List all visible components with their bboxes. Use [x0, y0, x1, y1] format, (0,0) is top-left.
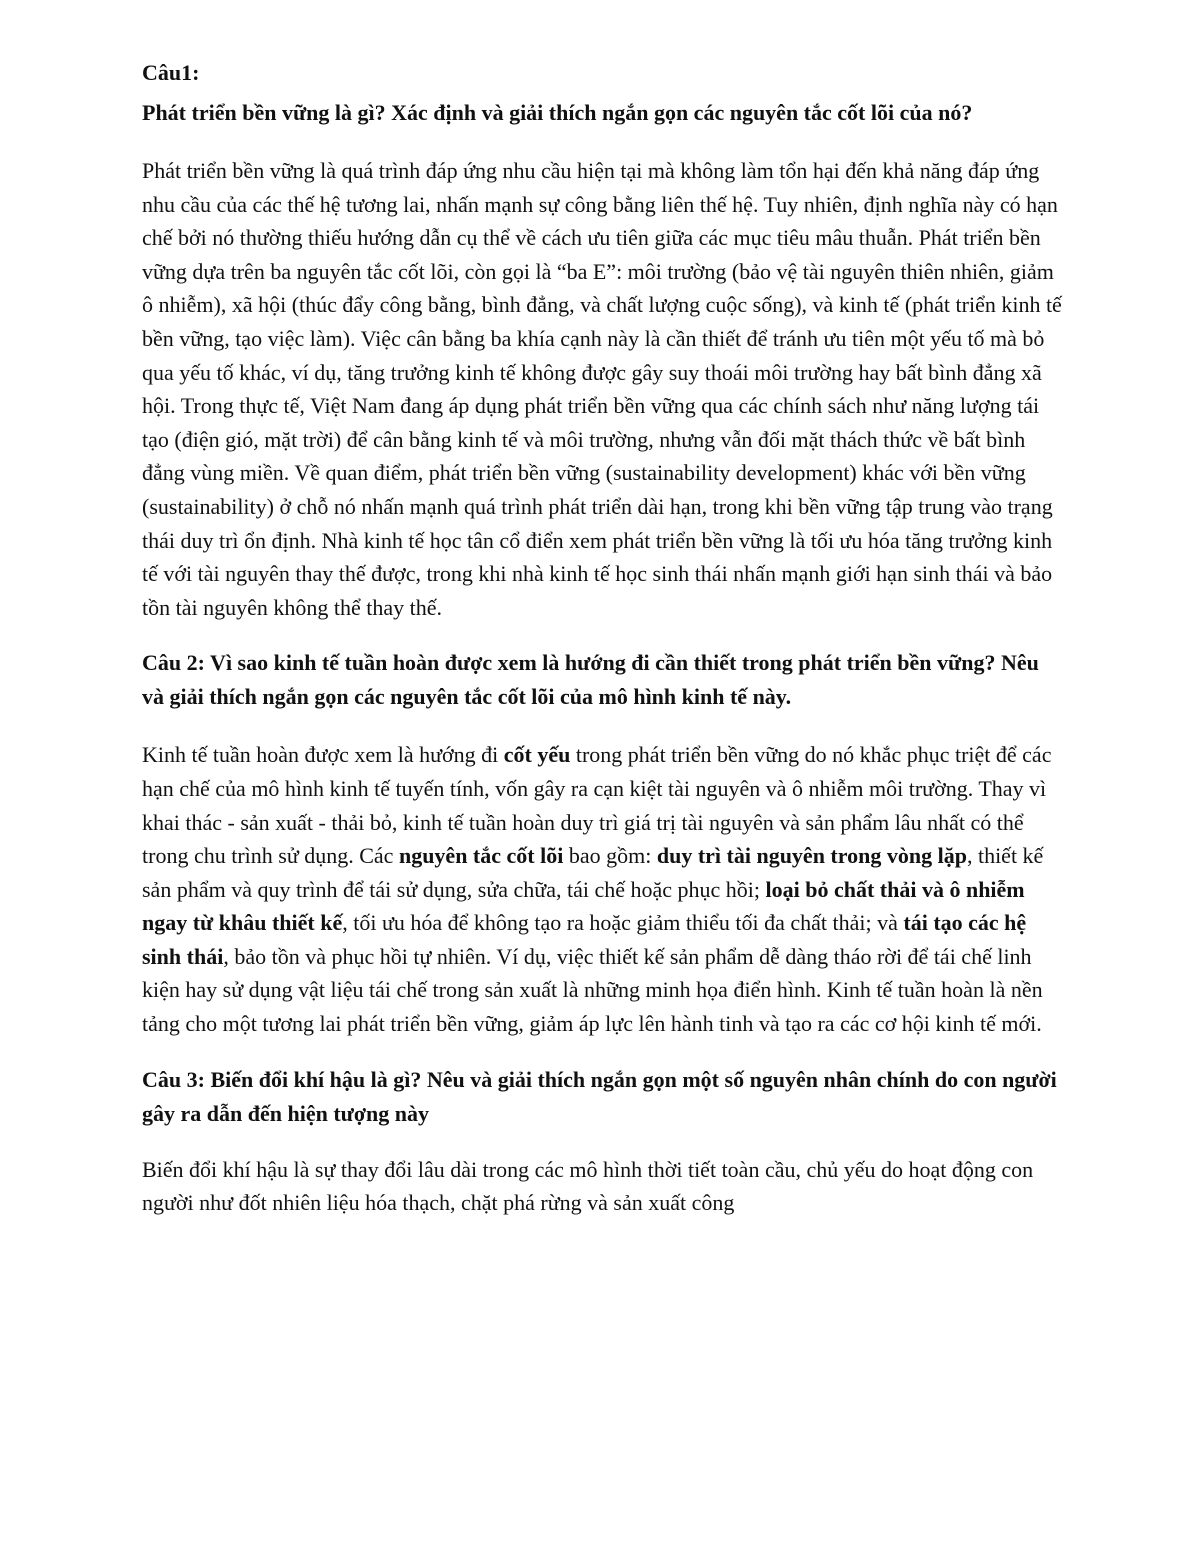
question-2-answer	[142, 738, 1062, 1040]
answer-text: trong phát triển bền vững do nó khắc phục triệt để các hạn chế của mô hình kinh tế tuyến tính, vốn gây ra cạn kiệt tài nguyên và ô nhiễm môi trường. Thay vì khai thác - sản xuất - thải bỏ, kinh tế tuần hoàn duy trì giá trị tài nguyên và sản phẩm lâu nhất có thể trong chu trình sử dụng. Các	[142, 742, 1052, 869]
question-2-title: Câu 2: Vì sao kinh tế tuần hoàn được xem là hướng đi cần thiết trong phát triển bền vững? Nêu và giải thích ngắn gọn các nguyên tắc cốt lõi của mô hình kinh tế này.	[142, 650, 1039, 710]
question-1-title: Phát triển bền vững là gì? Xác định và giải thích ngắn gọn các nguyên tắc cốt lõi của nó?	[142, 100, 973, 125]
emphasis-text: cốt yếu	[503, 742, 571, 768]
answer-text: Kinh tế tuần hoàn được xem là hướng đi	[142, 742, 504, 768]
answer-text: , bảo tồn và phục hồi tự nhiên. Ví dụ, việc thiết kế sản phẩm dễ dàng tháo rời để tái chế linh kiện hay sử dụng vật liệu tái chế trong sản xuất là những minh họa điển hình. Kinh tế tuần hoàn là nền tảng cho một tương lai phát triển bền vững, giảm áp lực lên hành tinh và tạo ra các cơ hội kinh tế mới.	[142, 943, 1043, 1037]
question-3-answer: Biến đổi khí hậu là sự thay đổi lâu dài trong các mô hình thời tiết toàn cầu, chủ yếu do hoạt động con người như đốt nhiên liệu hóa thạch, chặt phá rừng và sản xuất công	[142, 1156, 1034, 1216]
answer-text: bao gồm:	[563, 843, 657, 869]
emphasis-text: tái tạo các hệ sinh thái	[142, 910, 1027, 969]
emphasis-text: nguyên tắc cốt lõi	[398, 843, 564, 869]
emphasis-text: duy trì tài nguyên trong vòng lặp	[656, 843, 967, 869]
question-1-answer: Phát triển bền vững là quá trình đáp ứng nhu cầu hiện tại mà không làm tổn hại đến khả năng đáp ứng nhu cầu của các thế hệ tương lai, nhấn mạnh sự công bằng liên thế hệ. Tuy nhiên, định nghĩa này có hạn chế bởi nó thường thiếu hướng dẫn cụ thể về cách ưu tiên giữa các mục tiêu mâu thuẫn. Phát triển bền vững dựa trên ba nguyên tắc cốt lõi, còn gọi là “ba E”: môi trường (bảo vệ tài nguyên thiên nhiên, giảm ô nhiễm), xã hội (thúc đẩy công bằng, bình đẳng, và chất lượng cuộc sống), và kinh tế (phát triển kinh tế bền vững, tạo việc làm). Việc cân bằng ba khía cạnh này là cần thiết để tránh ưu tiên một yếu tố mà bỏ qua yếu tố khác, ví dụ, tăng trưởng kinh tế không được gây suy thoái môi trường hay bất bình đẳng xã hội. Trong thực tế, Việt Nam đang áp dụng phát triển bền vững qua các chính sách như năng lượng tái tạo (điện gió, mặt trời) để cân bằng kinh tế và môi trường, nhưng vẫn đối mặt thách thức về bất bình đẳng vùng miền. Về quan điểm, phát triển bền vững (sustainability development) khác với bền vững (sustainability) ở chỗ nó nhấn mạnh quá trình phát triển dài hạn, trong khi bền vững tập trung vào trạng thái duy trì ổn định. Nhà kinh tế học tân cổ điển xem phát triển bền vững là tối ưu hóa tăng trưởng kinh tế với tài nguyên thay thế được, trong khi nhà kinh tế học sinh thái nhấn mạnh giới hạn sinh thái và bảo tồn tài nguyên không thể thay thế.	[142, 158, 1062, 620]
answer-text: , tối ưu hóa để không tạo ra hoặc giảm thiểu tối đa chất thải; và	[342, 910, 904, 936]
emphasis-text: loại bỏ chất thải và ô nhiễm ngay từ khâu thiết kế	[142, 876, 1025, 936]
document-page	[142, 58, 1062, 1220]
question-3-title: Câu 3: Biến đổi khí hậu là gì? Nêu và giải thích ngắn gọn một số nguyên nhân chính do con người gây ra dẫn đến hiện tượng này	[142, 1066, 1057, 1126]
answer-text: , thiết kế sản phẩm và quy trình để tái sử dụng, sửa chữa, tái chế hoặc phục hồi;	[142, 843, 1044, 902]
question-1-label: Câu1:	[142, 60, 200, 85]
